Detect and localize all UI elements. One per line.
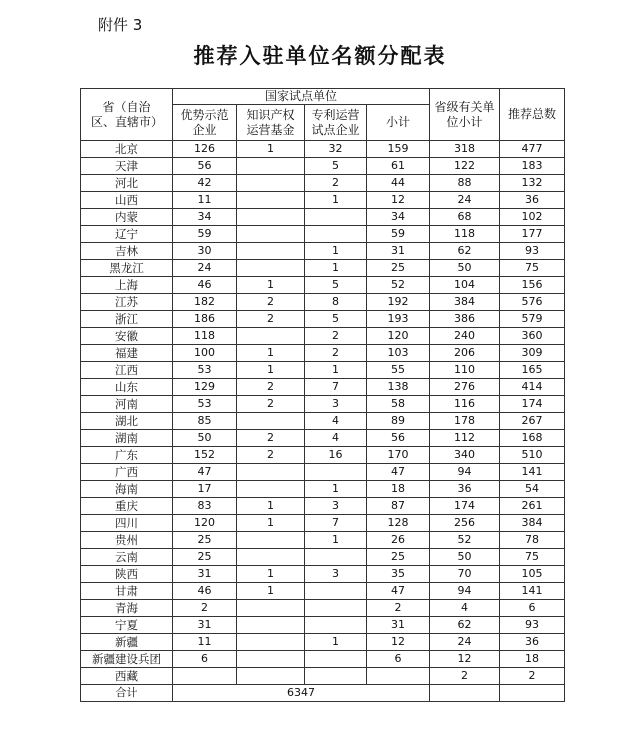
cell-total: 105 xyxy=(500,566,565,583)
cell-ip-fund xyxy=(237,532,305,549)
header-subtotal: 小计 xyxy=(367,105,430,141)
footer-empty-cell xyxy=(430,685,500,702)
cell-patent: 5 xyxy=(305,311,367,328)
cell-subtotal: 47 xyxy=(367,583,430,600)
cell-demo: 126 xyxy=(173,141,237,158)
cell-demo: 17 xyxy=(173,481,237,498)
cell-provincial: 12 xyxy=(430,651,500,668)
cell-provincial: 50 xyxy=(430,549,500,566)
cell-ip-fund xyxy=(237,175,305,192)
cell-provincial: 62 xyxy=(430,617,500,634)
table-row xyxy=(81,243,565,260)
cell-subtotal: 120 xyxy=(367,328,430,345)
cell-demo: 47 xyxy=(173,464,237,481)
cell-provincial: 240 xyxy=(430,328,500,345)
cell-total: 177 xyxy=(500,226,565,243)
cell-total: 309 xyxy=(500,345,565,362)
table-row xyxy=(81,464,565,481)
table-row xyxy=(81,175,565,192)
cell-total: 75 xyxy=(500,260,565,277)
cell-demo: 31 xyxy=(173,566,237,583)
cell-patent: 1 xyxy=(305,260,367,277)
cell-demo: 53 xyxy=(173,362,237,379)
cell-total: 36 xyxy=(500,192,565,209)
table-row xyxy=(81,277,565,294)
table-row xyxy=(81,226,565,243)
cell-province: 西藏 xyxy=(81,668,173,685)
cell-subtotal: 103 xyxy=(367,345,430,362)
cell-patent xyxy=(305,668,367,685)
cell-province: 福建 xyxy=(81,345,173,362)
cell-demo: 50 xyxy=(173,430,237,447)
table-row xyxy=(81,141,565,158)
table-row xyxy=(81,294,565,311)
cell-subtotal: 128 xyxy=(367,515,430,532)
cell-total: 576 xyxy=(500,294,565,311)
cell-subtotal: 12 xyxy=(367,192,430,209)
cell-ip-fund: 1 xyxy=(237,345,305,362)
cell-subtotal: 159 xyxy=(367,141,430,158)
cell-patent: 2 xyxy=(305,175,367,192)
cell-patent: 3 xyxy=(305,566,367,583)
cell-provincial: 122 xyxy=(430,158,500,175)
footer-total-value: 6347 xyxy=(173,685,430,702)
table-row xyxy=(81,651,565,668)
cell-total: 183 xyxy=(500,158,565,175)
cell-demo: 25 xyxy=(173,532,237,549)
annex-label: 附件 3 xyxy=(98,16,143,34)
cell-patent: 3 xyxy=(305,396,367,413)
cell-provincial: 116 xyxy=(430,396,500,413)
cell-total: 141 xyxy=(500,464,565,481)
cell-ip-fund: 1 xyxy=(237,515,305,532)
table-row xyxy=(81,515,565,532)
cell-ip-fund: 2 xyxy=(237,311,305,328)
cell-province: 山西 xyxy=(81,192,173,209)
cell-provincial: 340 xyxy=(430,447,500,464)
cell-total: 18 xyxy=(500,651,565,668)
cell-subtotal: 26 xyxy=(367,532,430,549)
cell-subtotal: 18 xyxy=(367,481,430,498)
table-row xyxy=(81,447,565,464)
cell-province: 新疆 xyxy=(81,634,173,651)
cell-provincial: 118 xyxy=(430,226,500,243)
cell-province: 内蒙 xyxy=(81,209,173,226)
table-row xyxy=(81,379,565,396)
cell-province: 安徽 xyxy=(81,328,173,345)
cell-ip-fund xyxy=(237,243,305,260)
table-row xyxy=(81,566,565,583)
cell-patent xyxy=(305,583,367,600)
cell-subtotal: 89 xyxy=(367,413,430,430)
cell-total: 93 xyxy=(500,617,565,634)
cell-patent: 1 xyxy=(305,481,367,498)
cell-province: 陕西 xyxy=(81,566,173,583)
table-row xyxy=(81,362,565,379)
cell-total: 414 xyxy=(500,379,565,396)
cell-demo: 2 xyxy=(173,600,237,617)
header-province: 省（自治区、直辖市） xyxy=(81,89,173,141)
cell-subtotal: 61 xyxy=(367,158,430,175)
cell-ip-fund: 1 xyxy=(237,362,305,379)
cell-ip-fund xyxy=(237,158,305,175)
cell-total: 579 xyxy=(500,311,565,328)
cell-total: 165 xyxy=(500,362,565,379)
cell-province: 河北 xyxy=(81,175,173,192)
cell-subtotal: 31 xyxy=(367,243,430,260)
cell-provincial: 318 xyxy=(430,141,500,158)
cell-ip-fund xyxy=(237,634,305,651)
header-provincial: 省级有关单位小计 xyxy=(430,89,500,141)
cell-patent: 1 xyxy=(305,532,367,549)
cell-province: 浙江 xyxy=(81,311,173,328)
table-body xyxy=(81,141,565,685)
cell-ip-fund xyxy=(237,481,305,498)
cell-subtotal: 170 xyxy=(367,447,430,464)
cell-ip-fund xyxy=(237,413,305,430)
cell-subtotal: 31 xyxy=(367,617,430,634)
cell-province: 吉林 xyxy=(81,243,173,260)
cell-ip-fund xyxy=(237,209,305,226)
cell-ip-fund xyxy=(237,226,305,243)
cell-demo: 46 xyxy=(173,583,237,600)
cell-demo: 56 xyxy=(173,158,237,175)
cell-subtotal: 59 xyxy=(367,226,430,243)
cell-provincial: 88 xyxy=(430,175,500,192)
cell-ip-fund: 1 xyxy=(237,583,305,600)
cell-subtotal: 2 xyxy=(367,600,430,617)
cell-demo: 120 xyxy=(173,515,237,532)
cell-subtotal: 138 xyxy=(367,379,430,396)
cell-province: 宁夏 xyxy=(81,617,173,634)
cell-province: 北京 xyxy=(81,141,173,158)
cell-province: 江苏 xyxy=(81,294,173,311)
cell-demo: 59 xyxy=(173,226,237,243)
cell-subtotal: 35 xyxy=(367,566,430,583)
cell-demo: 25 xyxy=(173,549,237,566)
footer-empty-cell xyxy=(500,685,565,702)
cell-provincial: 4 xyxy=(430,600,500,617)
cell-provincial: 276 xyxy=(430,379,500,396)
cell-province: 山东 xyxy=(81,379,173,396)
cell-subtotal: 193 xyxy=(367,311,430,328)
cell-subtotal: 25 xyxy=(367,260,430,277)
cell-provincial: 94 xyxy=(430,464,500,481)
cell-subtotal xyxy=(367,668,430,685)
cell-province: 青海 xyxy=(81,600,173,617)
cell-total: 510 xyxy=(500,447,565,464)
cell-ip-fund: 2 xyxy=(237,294,305,311)
header-ip-fund: 知识产权运营基金 xyxy=(237,105,305,141)
cell-patent xyxy=(305,226,367,243)
cell-subtotal: 58 xyxy=(367,396,430,413)
cell-province: 湖南 xyxy=(81,430,173,447)
table-row xyxy=(81,260,565,277)
cell-total: 93 xyxy=(500,243,565,260)
table-row xyxy=(81,396,565,413)
cell-patent xyxy=(305,617,367,634)
table-row xyxy=(81,413,565,430)
cell-total: 141 xyxy=(500,583,565,600)
cell-province: 辽宁 xyxy=(81,226,173,243)
cell-provincial: 24 xyxy=(430,634,500,651)
cell-total: 261 xyxy=(500,498,565,515)
table-row xyxy=(81,481,565,498)
cell-ip-fund xyxy=(237,617,305,634)
cell-patent: 7 xyxy=(305,379,367,396)
cell-demo: 11 xyxy=(173,634,237,651)
cell-patent: 7 xyxy=(305,515,367,532)
cell-ip-fund xyxy=(237,600,305,617)
table-row xyxy=(81,430,565,447)
table-row xyxy=(81,549,565,566)
cell-province: 重庆 xyxy=(81,498,173,515)
header-national-group: 国家试点单位 xyxy=(173,89,430,105)
cell-demo: 34 xyxy=(173,209,237,226)
cell-ip-fund xyxy=(237,668,305,685)
cell-provincial: 206 xyxy=(430,345,500,362)
cell-ip-fund: 2 xyxy=(237,447,305,464)
cell-province: 河南 xyxy=(81,396,173,413)
cell-total: 2 xyxy=(500,668,565,685)
cell-demo: 42 xyxy=(173,175,237,192)
cell-subtotal: 56 xyxy=(367,430,430,447)
cell-provincial: 386 xyxy=(430,311,500,328)
cell-province: 天津 xyxy=(81,158,173,175)
cell-patent xyxy=(305,549,367,566)
cell-province: 江西 xyxy=(81,362,173,379)
cell-total: 132 xyxy=(500,175,565,192)
cell-ip-fund: 2 xyxy=(237,430,305,447)
cell-patent xyxy=(305,209,367,226)
cell-province: 上海 xyxy=(81,277,173,294)
cell-patent: 1 xyxy=(305,243,367,260)
cell-subtotal: 34 xyxy=(367,209,430,226)
header-patent: 专利运营试点企业 xyxy=(305,105,367,141)
table-row xyxy=(81,600,565,617)
cell-ip-fund xyxy=(237,464,305,481)
cell-patent: 1 xyxy=(305,634,367,651)
footer-label: 合计 xyxy=(81,685,173,702)
cell-provincial: 2 xyxy=(430,668,500,685)
cell-subtotal: 47 xyxy=(367,464,430,481)
cell-total: 36 xyxy=(500,634,565,651)
cell-province: 新疆建设兵团 xyxy=(81,651,173,668)
cell-demo: 11 xyxy=(173,192,237,209)
cell-provincial: 36 xyxy=(430,481,500,498)
cell-ip-fund: 1 xyxy=(237,141,305,158)
cell-province: 海南 xyxy=(81,481,173,498)
cell-patent xyxy=(305,464,367,481)
cell-total: 477 xyxy=(500,141,565,158)
cell-patent: 4 xyxy=(305,413,367,430)
cell-demo xyxy=(173,668,237,685)
cell-provincial: 384 xyxy=(430,294,500,311)
table-row xyxy=(81,634,565,651)
cell-demo: 182 xyxy=(173,294,237,311)
table-row xyxy=(81,192,565,209)
table-row xyxy=(81,345,565,362)
cell-ip-fund xyxy=(237,549,305,566)
cell-demo: 186 xyxy=(173,311,237,328)
cell-ip-fund: 1 xyxy=(237,277,305,294)
cell-province: 湖北 xyxy=(81,413,173,430)
table-row xyxy=(81,209,565,226)
cell-ip-fund: 1 xyxy=(237,566,305,583)
cell-subtotal: 12 xyxy=(367,634,430,651)
cell-patent: 1 xyxy=(305,192,367,209)
cell-ip-fund xyxy=(237,192,305,209)
table-row xyxy=(81,583,565,600)
cell-province: 贵州 xyxy=(81,532,173,549)
cell-demo: 118 xyxy=(173,328,237,345)
cell-province: 广东 xyxy=(81,447,173,464)
table-row xyxy=(81,328,565,345)
cell-provincial: 110 xyxy=(430,362,500,379)
cell-total: 384 xyxy=(500,515,565,532)
header-demo: 优势示范企业 xyxy=(173,105,237,141)
cell-subtotal: 6 xyxy=(367,651,430,668)
cell-provincial: 24 xyxy=(430,192,500,209)
table-row xyxy=(81,158,565,175)
cell-provincial: 104 xyxy=(430,277,500,294)
cell-provincial: 68 xyxy=(430,209,500,226)
cell-patent: 2 xyxy=(305,328,367,345)
cell-demo: 100 xyxy=(173,345,237,362)
cell-total: 174 xyxy=(500,396,565,413)
cell-provincial: 70 xyxy=(430,566,500,583)
cell-patent xyxy=(305,600,367,617)
cell-total: 267 xyxy=(500,413,565,430)
cell-subtotal: 55 xyxy=(367,362,430,379)
table-row xyxy=(81,617,565,634)
cell-total: 6 xyxy=(500,600,565,617)
cell-province: 四川 xyxy=(81,515,173,532)
cell-patent: 5 xyxy=(305,158,367,175)
cell-provincial: 112 xyxy=(430,430,500,447)
cell-demo: 152 xyxy=(173,447,237,464)
cell-patent xyxy=(305,651,367,668)
table-row xyxy=(81,498,565,515)
cell-province: 黑龙江 xyxy=(81,260,173,277)
table-row xyxy=(81,668,565,685)
cell-ip-fund: 2 xyxy=(237,379,305,396)
cell-patent: 8 xyxy=(305,294,367,311)
cell-demo: 83 xyxy=(173,498,237,515)
cell-demo: 85 xyxy=(173,413,237,430)
cell-total: 102 xyxy=(500,209,565,226)
cell-patent: 2 xyxy=(305,345,367,362)
cell-provincial: 178 xyxy=(430,413,500,430)
document-title: 推荐入驻单位名额分配表 xyxy=(193,44,447,68)
cell-demo: 24 xyxy=(173,260,237,277)
cell-provincial: 256 xyxy=(430,515,500,532)
cell-patent: 5 xyxy=(305,277,367,294)
cell-ip-fund: 2 xyxy=(237,396,305,413)
cell-subtotal: 87 xyxy=(367,498,430,515)
cell-province: 甘肃 xyxy=(81,583,173,600)
table-row xyxy=(81,311,565,328)
cell-demo: 6 xyxy=(173,651,237,668)
cell-subtotal: 52 xyxy=(367,277,430,294)
cell-provincial: 52 xyxy=(430,532,500,549)
cell-subtotal: 25 xyxy=(367,549,430,566)
cell-total: 75 xyxy=(500,549,565,566)
cell-ip-fund xyxy=(237,260,305,277)
cell-subtotal: 192 xyxy=(367,294,430,311)
cell-demo: 129 xyxy=(173,379,237,396)
cell-total: 156 xyxy=(500,277,565,294)
cell-provincial: 94 xyxy=(430,583,500,600)
cell-total: 168 xyxy=(500,430,565,447)
cell-demo: 53 xyxy=(173,396,237,413)
cell-demo: 30 xyxy=(173,243,237,260)
cell-patent: 1 xyxy=(305,362,367,379)
cell-ip-fund xyxy=(237,328,305,345)
header-total: 推荐总数 xyxy=(500,89,565,141)
cell-patent: 16 xyxy=(305,447,367,464)
cell-provincial: 62 xyxy=(430,243,500,260)
cell-demo: 31 xyxy=(173,617,237,634)
cell-total: 78 xyxy=(500,532,565,549)
cell-province: 广西 xyxy=(81,464,173,481)
cell-demo: 46 xyxy=(173,277,237,294)
cell-patent: 3 xyxy=(305,498,367,515)
cell-patent: 4 xyxy=(305,430,367,447)
cell-ip-fund xyxy=(237,651,305,668)
cell-ip-fund: 1 xyxy=(237,498,305,515)
cell-subtotal: 44 xyxy=(367,175,430,192)
cell-patent: 32 xyxy=(305,141,367,158)
cell-province: 云南 xyxy=(81,549,173,566)
cell-provincial: 50 xyxy=(430,260,500,277)
quota-table xyxy=(80,88,565,702)
cell-total: 360 xyxy=(500,328,565,345)
cell-provincial: 174 xyxy=(430,498,500,515)
table-row xyxy=(81,532,565,549)
cell-total: 54 xyxy=(500,481,565,498)
